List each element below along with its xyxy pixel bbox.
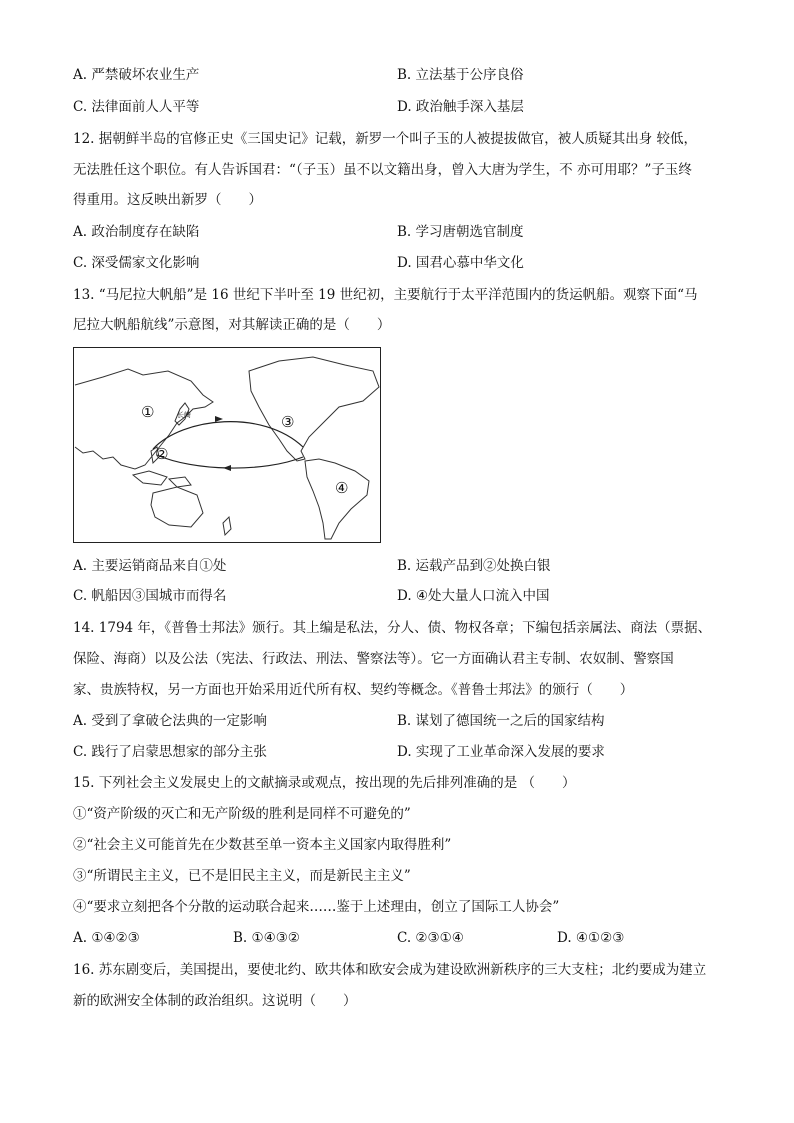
- q12-option-c: C. 深受儒家文化影响: [73, 255, 200, 271]
- q14-stem-line3: 家、贵族特权，另一方面也开始采用近代所有权、契约等概念。《普鲁士邦法》的颁行（ ）: [73, 682, 634, 698]
- q16-stem-line1: 16. 苏东剧变后，美国提出，要使北约、欧共体和欧安会成为建设欧洲新秩序的三大支柱；北约要成为建立: [73, 962, 707, 978]
- q14-option-c: C. 践行了启蒙思想家的部分主张: [73, 744, 267, 760]
- q14-stem-line1: 14. 1794 年，《普鲁士邦法》颁行。其上编是私法，分人、债、物权各章；下编包括亲属法、商法（票据、: [73, 620, 712, 636]
- map-label-2: ②: [155, 445, 169, 463]
- q14-stem-line2: 保险、海商）以及公法（宪法、行政法、刑法、警察法等）。它一方面确认君主专制、农奴制、警察国: [73, 651, 674, 667]
- map-drawing: [73, 347, 381, 543]
- q15-stem: 15. 下列社会主义发展史上的文献摘录或观点，按出现的先后排列准确的是 （ ）: [73, 775, 576, 791]
- q13-option-a: A. 主要运销商品来自①处: [73, 558, 227, 574]
- q12-stem-line3: 得重用。这反映出新罗（ ）: [73, 192, 262, 208]
- q14-option-b: B. 谋划了德国统一之后的国家结构: [397, 713, 605, 729]
- q15-option-d: D. ④①②③: [557, 930, 625, 946]
- q11-option-d: D. 政治触手深入基层: [397, 99, 524, 115]
- q13-stem-line2: 尼拉大帆船航线”示意图，对其解读正确的是（ ）: [73, 317, 391, 333]
- q15-item-2: ②“社会主义可能首先在少数甚至单一资本主义国家内取得胜利”: [73, 837, 452, 853]
- q12-option-a: A. 政治制度存在缺陷: [73, 224, 200, 240]
- q11-option-a: A. 严禁破坏农业生产: [73, 67, 200, 83]
- q15-item-3: ③“所谓民主主义，已不是旧民主主义，而是新民主主义”: [73, 868, 411, 884]
- q15-item-1: ①“资产阶级的灭亡和无产阶级的胜利是同样不可避免的”: [73, 806, 411, 822]
- q11-option-c: C. 法律面前人人平等: [73, 99, 200, 115]
- q15-option-b: B. ①④③②: [233, 930, 300, 946]
- map-label-1: ①: [141, 403, 155, 421]
- q15-option-c: C. ②③①④: [397, 930, 464, 946]
- q12-stem-line2: 无法胜任这个职位。有人告诉国君：“（子玉）虽不以文籍出身，曾入大唐为学生，不 亦可用耶？”子玉终: [73, 162, 692, 178]
- q14-option-a: A. 受到了拿破仑法典的一定影响: [73, 713, 267, 729]
- q13-option-b: B. 运载产品到②处换白银: [397, 558, 551, 574]
- q12-stem-line1: 12. 据朝鲜半岛的官修正史《三国史记》记载，新罗一个叫子玉的人被提拔做官，被人质疑其出身 较低，: [73, 131, 698, 147]
- q12-option-d: D. 国君心慕中华文化: [397, 255, 524, 271]
- q12-option-b: B. 学习唐朝选官制度: [397, 224, 524, 240]
- q11-option-b: B. 立法基于公序良俗: [397, 67, 524, 83]
- manila-galleon-route-map: [73, 347, 381, 543]
- q15-item-4: ④“要求立刻把各个分散的运动联合起来……鉴于上述理由，创立了国际工人协会”: [73, 899, 560, 915]
- q13-option-d: D. ④处大量人口流入中国: [397, 588, 550, 604]
- map-label-3: ③: [281, 413, 295, 431]
- q13-stem-line1: 13. “马尼拉大帆船”是 16 世纪下半叶至 19 世纪初，主要航行于太平洋范围内的货运帆船。观察下面“马: [73, 287, 698, 303]
- q15-option-a: A. ①④②③: [73, 930, 140, 946]
- q14-option-d: D. 实现了工业革命深入发展的要求: [397, 744, 605, 760]
- map-label-nagasaki: 长崎: [177, 411, 191, 419]
- q16-stem-line2: 新的欧洲安全体制的政治组织。这说明（ ）: [73, 993, 357, 1009]
- map-label-4: ④: [335, 479, 349, 497]
- q13-option-c: C. 帆船因③国城市而得名: [73, 588, 227, 604]
